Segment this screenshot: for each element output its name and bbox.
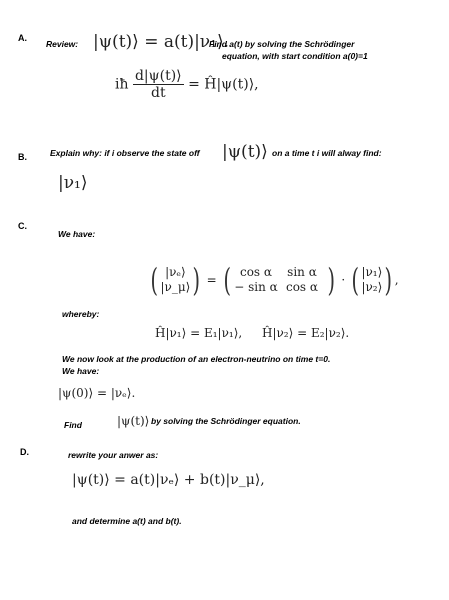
paren-right-1: ): [192, 261, 201, 299]
schrodinger-equation: [115, 68, 259, 101]
result-state: |ν₁⟩: [58, 173, 88, 193]
trailing-comma: ,: [394, 273, 399, 287]
schr-numerator: d|ψ(t)⟩: [134, 68, 182, 84]
schr-rhs: = Ĥ|ψ(t)⟩,: [188, 76, 259, 93]
m11: cos α: [239, 265, 273, 279]
mass-1: |ν₁⟩: [361, 265, 383, 279]
explain-text-2: on a time t i will alway find:: [272, 148, 382, 158]
section-d-letter: D.: [20, 447, 29, 457]
flavor-vector: [160, 265, 190, 295]
we-have-label: We have:: [58, 229, 96, 239]
mixing-equation: [148, 261, 399, 299]
schr-fraction: [133, 68, 184, 101]
observed-state: |ψ(t)⟩: [222, 142, 268, 162]
matrix-row-1: [233, 265, 325, 280]
production-line-2: We have:: [62, 366, 100, 376]
paren-left-3: (: [351, 261, 359, 299]
mixing-matrix: [233, 265, 325, 295]
schr-denominator: dt: [150, 85, 166, 101]
whereby-label: whereby:: [62, 309, 100, 319]
production-line-1: We now look at the production of an electron-neutrino on time t=0.: [62, 354, 331, 364]
paren-right-2: ): [327, 261, 335, 299]
eigen-equation-2: Ĥ|ν₂⟩ = E₂|ν₂⟩.: [262, 326, 350, 340]
final-equation: |ψ(t)⟩ = a(t)|νₑ⟩ + b(t)|ν_μ⟩,: [72, 472, 265, 488]
flavor-mu: |ν_μ⟩: [160, 280, 191, 294]
section-c-letter: C.: [18, 221, 27, 231]
determine-label: and determine a(t) and b(t).: [72, 516, 182, 526]
schr-prefix: iħ: [115, 76, 129, 93]
find-label: Find: [64, 420, 82, 430]
m21: − sin α: [234, 280, 278, 294]
find-state: |ψ(t)⟩: [117, 414, 150, 428]
matrix-row-2: [233, 280, 325, 295]
rewrite-label: rewrite your anwer as:: [68, 450, 159, 460]
section-b-letter: B.: [18, 152, 27, 162]
task-line-2: equation, with start condition a(0)=1: [222, 51, 368, 61]
paren-left-2: (: [223, 261, 231, 299]
mass-2: |ν₂⟩: [361, 280, 383, 294]
dot-operator: ·: [341, 273, 346, 287]
eigen-equation-1: Ĥ|ν₁⟩ = E₁|ν₁⟩,: [155, 326, 243, 340]
task-line-1: Find a(t) by solving the Schrödinger: [209, 39, 355, 49]
mass-vector: [361, 265, 382, 295]
initial-condition: |ψ(0)⟩ = |νₑ⟩.: [58, 386, 136, 400]
m12: sin α: [287, 265, 317, 279]
m22: cos α: [285, 280, 319, 294]
review-equation: |ψ(t)⟩ = a(t)|ν₁⟩.: [93, 32, 229, 52]
find-rest: by solving the Schrödinger equation.: [151, 416, 301, 426]
section-a-letter: A.: [18, 33, 27, 43]
paren-right-3: ): [384, 261, 393, 299]
review-label: Review:: [46, 39, 79, 49]
equals-sign: =: [206, 273, 217, 287]
flavor-e: |νₑ⟩: [165, 265, 186, 279]
explain-text: Explain why: if i observe the state off: [50, 148, 200, 158]
paren-left-1: (: [150, 261, 158, 299]
